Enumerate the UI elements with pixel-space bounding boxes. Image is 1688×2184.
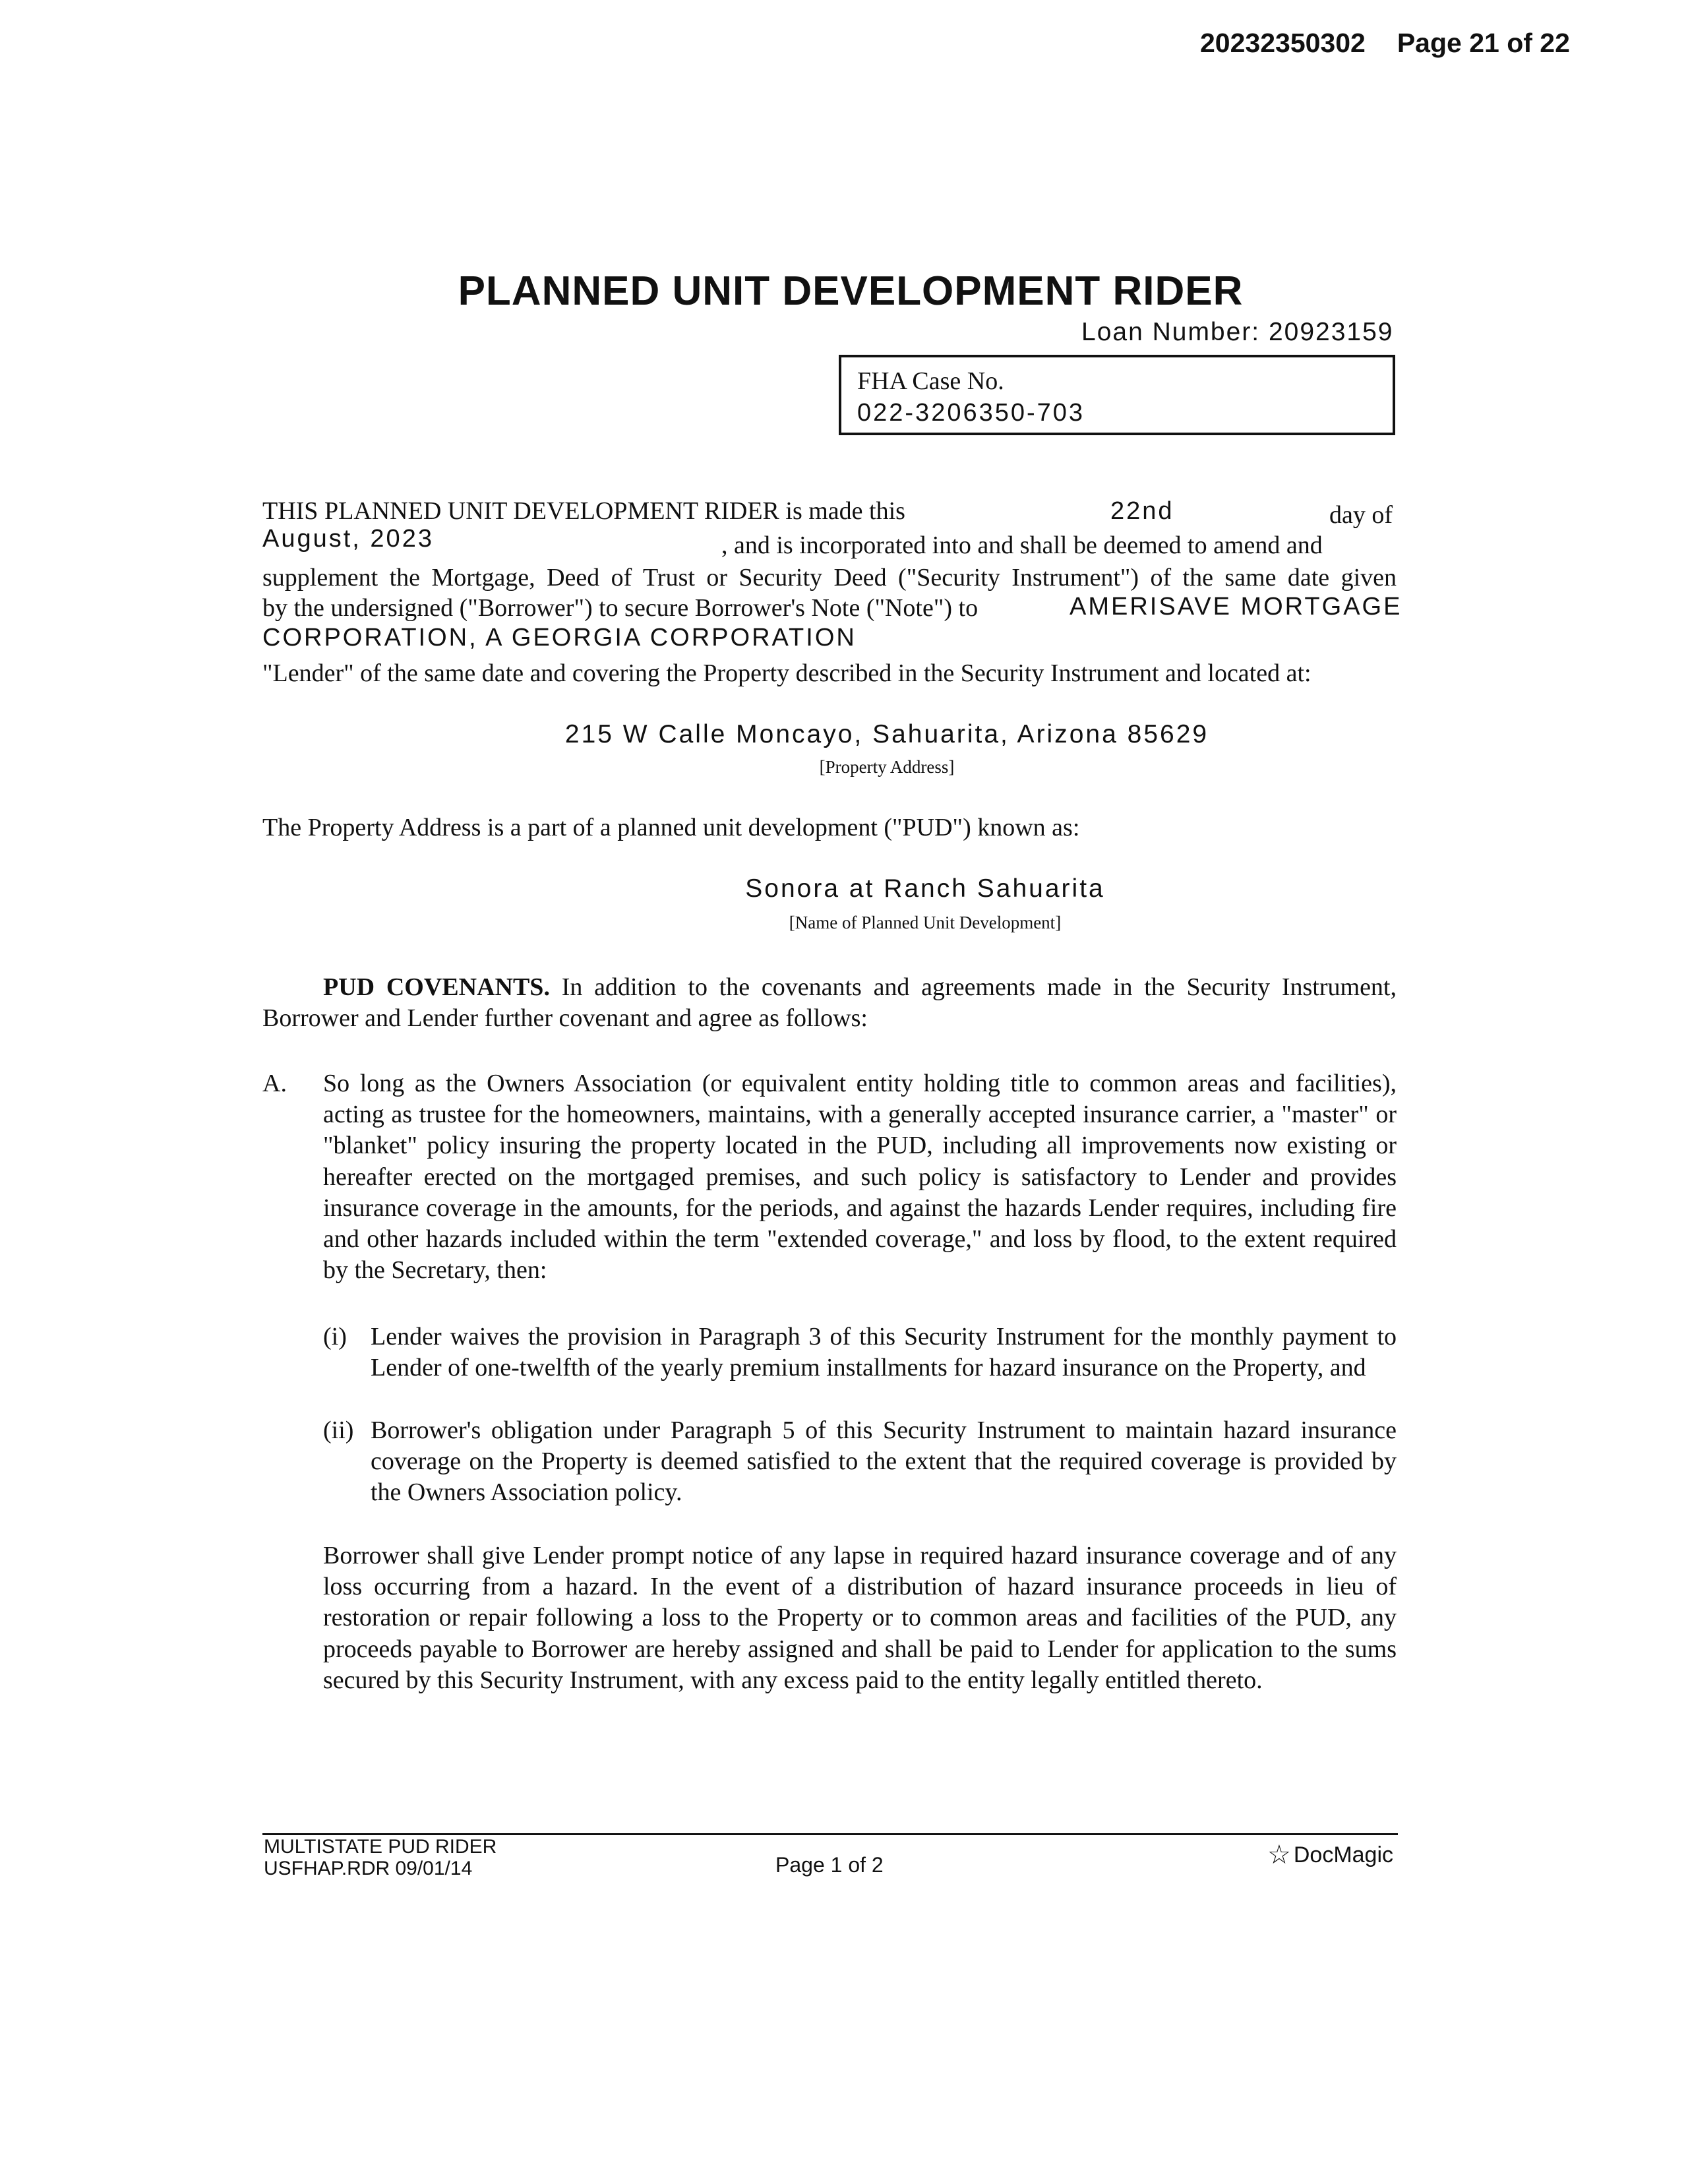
pud-name: Sonora at Ranch Sahuarita (745, 874, 1105, 903)
covenants-paragraph (262, 972, 1397, 1034)
covenants-heading: PUD COVENANTS. (323, 973, 550, 1001)
property-address: 215 W Calle Moncayo, Sahuarita, Arizona 85629 (564, 720, 1209, 748)
lender-name-line-1: AMERISAVE MORTGAGE (1070, 593, 1402, 621)
intro-day-of: day of (1329, 501, 1393, 529)
footer-form-code: USFHAP.RDR 09/01/14 (264, 1858, 473, 1879)
fha-case-box (839, 355, 1395, 435)
rider-day: 22nd (1110, 497, 1174, 525)
footer-brand-name: DocMagic (1293, 1842, 1394, 1867)
item-ii-text: Borrower's obligation under Paragraph 5 of this Security Instrument to maintain hazard insurance coverage on the Property is deemed satisfied to the extent that the required coverage is provided by the Owners Association policy. (371, 1416, 1397, 1507)
fha-case-number: 022-3206350-703 (857, 399, 1085, 427)
footer-rule (262, 1833, 1398, 1835)
footer-form-info (264, 1836, 497, 1879)
intro-line-3: supplement the Mortgage, Deed of Trust or Security Deed ("Security Instrument") of the same date given (262, 564, 1397, 592)
fha-case-label: FHA Case No. (857, 367, 1004, 395)
item-ii-marker: (ii) (323, 1416, 354, 1444)
intro-line-6: "Lender" of the same date and covering the Property described in the Security Instrument and located at: (262, 659, 1311, 687)
pud-name-caption: [Name of Planned Unit Development] (789, 913, 1062, 932)
property-address-caption: [Property Address] (819, 757, 955, 777)
item-i-text: Lender waives the provision in Paragraph 3 of this Security Instrument for the monthly payment to Lender of one-twelfth of the yearly premium installments for hazard insurance on the Property, and (371, 1323, 1397, 1382)
loan-number: Loan Number: 20923159 (1081, 318, 1394, 346)
intro-secure: by the undersigned ("Borrower") to secure Borrower's Note ("Note") to (262, 594, 979, 622)
recording-header (1200, 28, 1570, 59)
footer-form-name: MULTISTATE PUD RIDER (264, 1836, 497, 1858)
pud-sentence: The Property Address is a part of a planned unit development ("PUD") known as: (262, 814, 1080, 841)
lender-name-line-2: CORPORATION, A GEORGIA CORPORATION (262, 624, 857, 652)
recording-number: 20232350302 (1200, 28, 1366, 58)
footer-page-number: Page 1 of 2 (775, 1853, 884, 1877)
rider-date: August, 2023 (262, 525, 434, 553)
footer-brand (1267, 1840, 1393, 1870)
intro-line-1 (262, 496, 1397, 527)
recording-page-label: Page 21 of 22 (1397, 28, 1570, 58)
notice-paragraph: Borrower shall give Lender prompt notice of any lapse in required hazard insurance coverage and of any loss occurring from a hazard. In the event of a distribution of hazard insurance proceeds in lieu of restoration or repair following a loss to the Property or to common areas and facilities of the PUD, any proceeds payable to Borrower are hereby assigned and shall be paid to Lender for application to the sums secured by this Security Instrument, with any excess paid to the entity legally entitled thereto. (323, 1542, 1397, 1694)
intro-line-4 (262, 593, 1402, 624)
intro-text-start: THIS PLANNED UNIT DEVELOPMENT RIDER is made this (262, 497, 905, 525)
item-i-marker: (i) (323, 1323, 347, 1350)
star-outline-icon: ☆ (1267, 1840, 1291, 1869)
section-a-marker: A. (262, 1070, 287, 1097)
section-a-text: So long as the Owners Association (or equivalent entity holding title to common areas and facilities), acting as trustee for the homeowners, maintains, with a generally accepted insurance carrier, a "master" or "blanket" policy insuring the property located in the PUD, including all improvements now existing or hereafter erected on the mortgaged premises, and such policy is satisfactory to Lender and provides insurance coverage in the amounts, for the periods, and against the hazards Lender requires, including fire and other hazards included within the term "extended coverage," and loss by flood, to the extent required by the Secretary, then: (323, 1070, 1397, 1285)
intro-incorporated: , and is incorporated into and shall be deemed to amend and (721, 531, 1323, 559)
covenants-text: In addition to the covenants and agreements made in the Security Instrument, Borrower and Lender further covenant and agree as follows: (262, 973, 1397, 1033)
document-title: PLANNED UNIT DEVELOPMENT RIDER (458, 268, 1244, 314)
